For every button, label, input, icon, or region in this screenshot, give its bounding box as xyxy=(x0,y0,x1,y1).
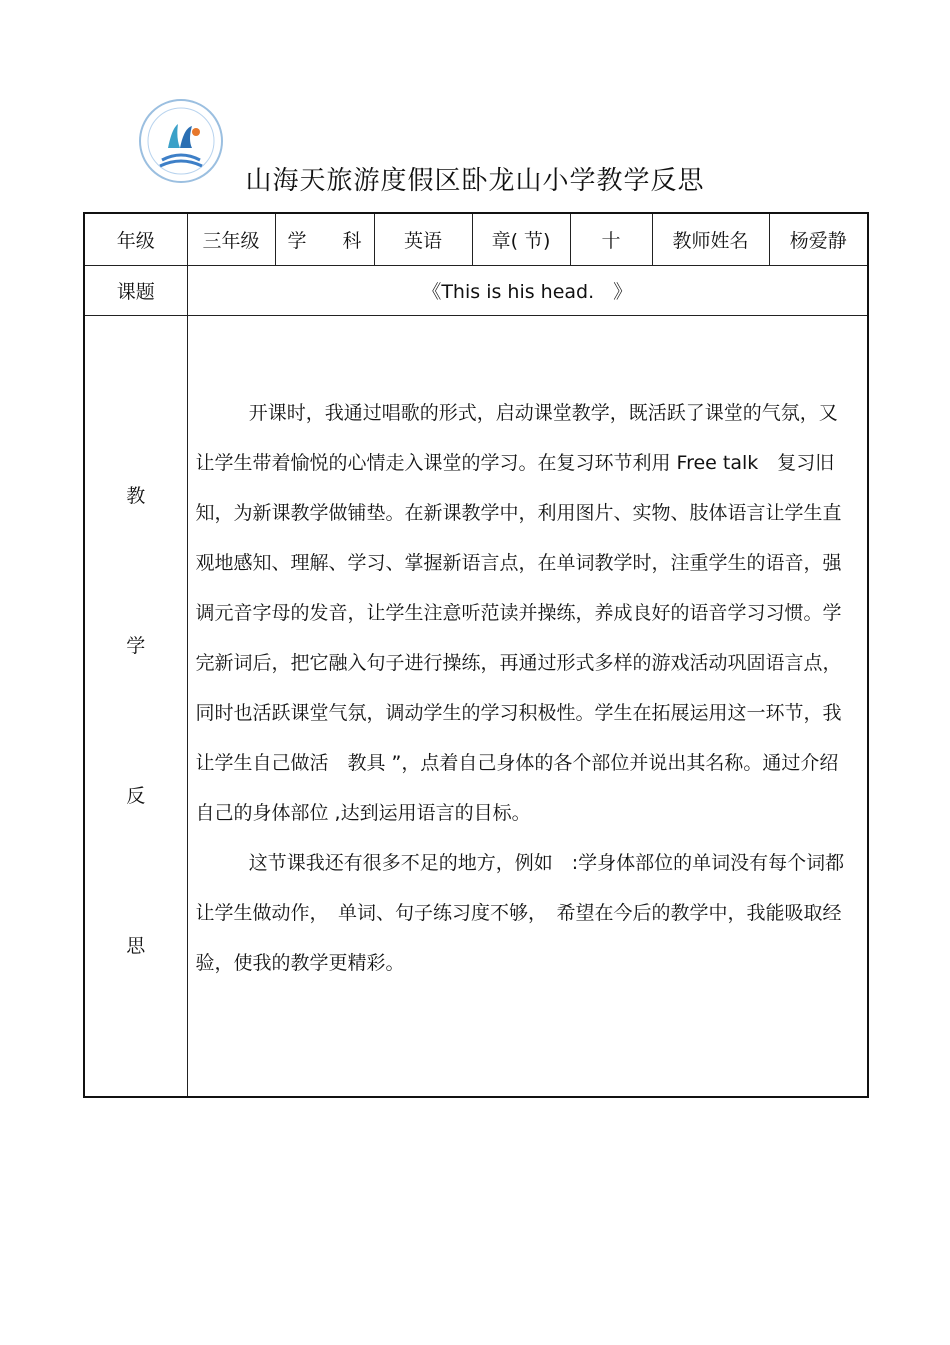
subject-label-b: 科 xyxy=(342,230,362,252)
side-char: 反 xyxy=(126,785,146,807)
teacher-label: 教师姓名 xyxy=(652,213,769,266)
chapter-value: 十 xyxy=(570,213,652,266)
reflection-form xyxy=(83,212,869,1098)
reflection-paragraph-1: 开课时，我通过唱歌的形式，启动课堂教学，既活跃了课堂的气氛，又让学生带着愉悦的心情走入课堂的学习。在复习环节利用 Free talk 复习旧知，为新课教学做铺垫。在新课教学中，利用图片、实物、肢体语言让学生直观地感知、理解、学习、掌握新语言点，在单词教学时，注重学生的语音，强调元音字母的发音，让学生注意听范读并操练，养成良好的语音学习习惯。学完新词后，把它融入句子进行操练，再通过形式多样的游戏活动巩固语言点，同时也活跃课堂气氛，调动学生的学习积极性。学生在拓展运用这一环节，我让学生自己做活 教具 ”，点着自己身体的各个部位并说出其名称。通过介绍自己的身体部位 ,达到运用语言的目标。 xyxy=(195,402,842,824)
topic-row xyxy=(84,266,868,316)
info-row xyxy=(84,213,868,266)
reflection-paragraph-2: 这节课我还有很多不足的地方，例如 :学身体部位的单词没有每个词都让学生做动作， 单词、句子练习度不够， 希望在今后的教学中，我能吸取经验，使我的教学更精彩。 xyxy=(195,852,845,974)
page-title: 山海天旅游度假区卧龙山小学教学反思 xyxy=(245,166,705,196)
reflection-side-label xyxy=(84,316,187,1098)
subject-label xyxy=(275,213,374,266)
teacher-value: 杨爱静 xyxy=(769,213,868,266)
side-char: 学 xyxy=(126,635,146,657)
subject-label-a: 学 xyxy=(287,230,307,252)
reflection-body xyxy=(187,316,868,1098)
side-char: 思 xyxy=(126,935,146,957)
reflection-row xyxy=(84,316,868,1098)
grade-value: 三年级 xyxy=(187,213,275,266)
side-char: 教 xyxy=(126,485,146,507)
chapter-label: 章( 节) xyxy=(472,213,570,266)
topic-value: 《This is his head. 》 xyxy=(187,266,868,316)
topic-label: 课题 xyxy=(84,266,187,316)
subject-value: 英语 xyxy=(374,213,472,266)
grade-label: 年级 xyxy=(84,213,187,266)
